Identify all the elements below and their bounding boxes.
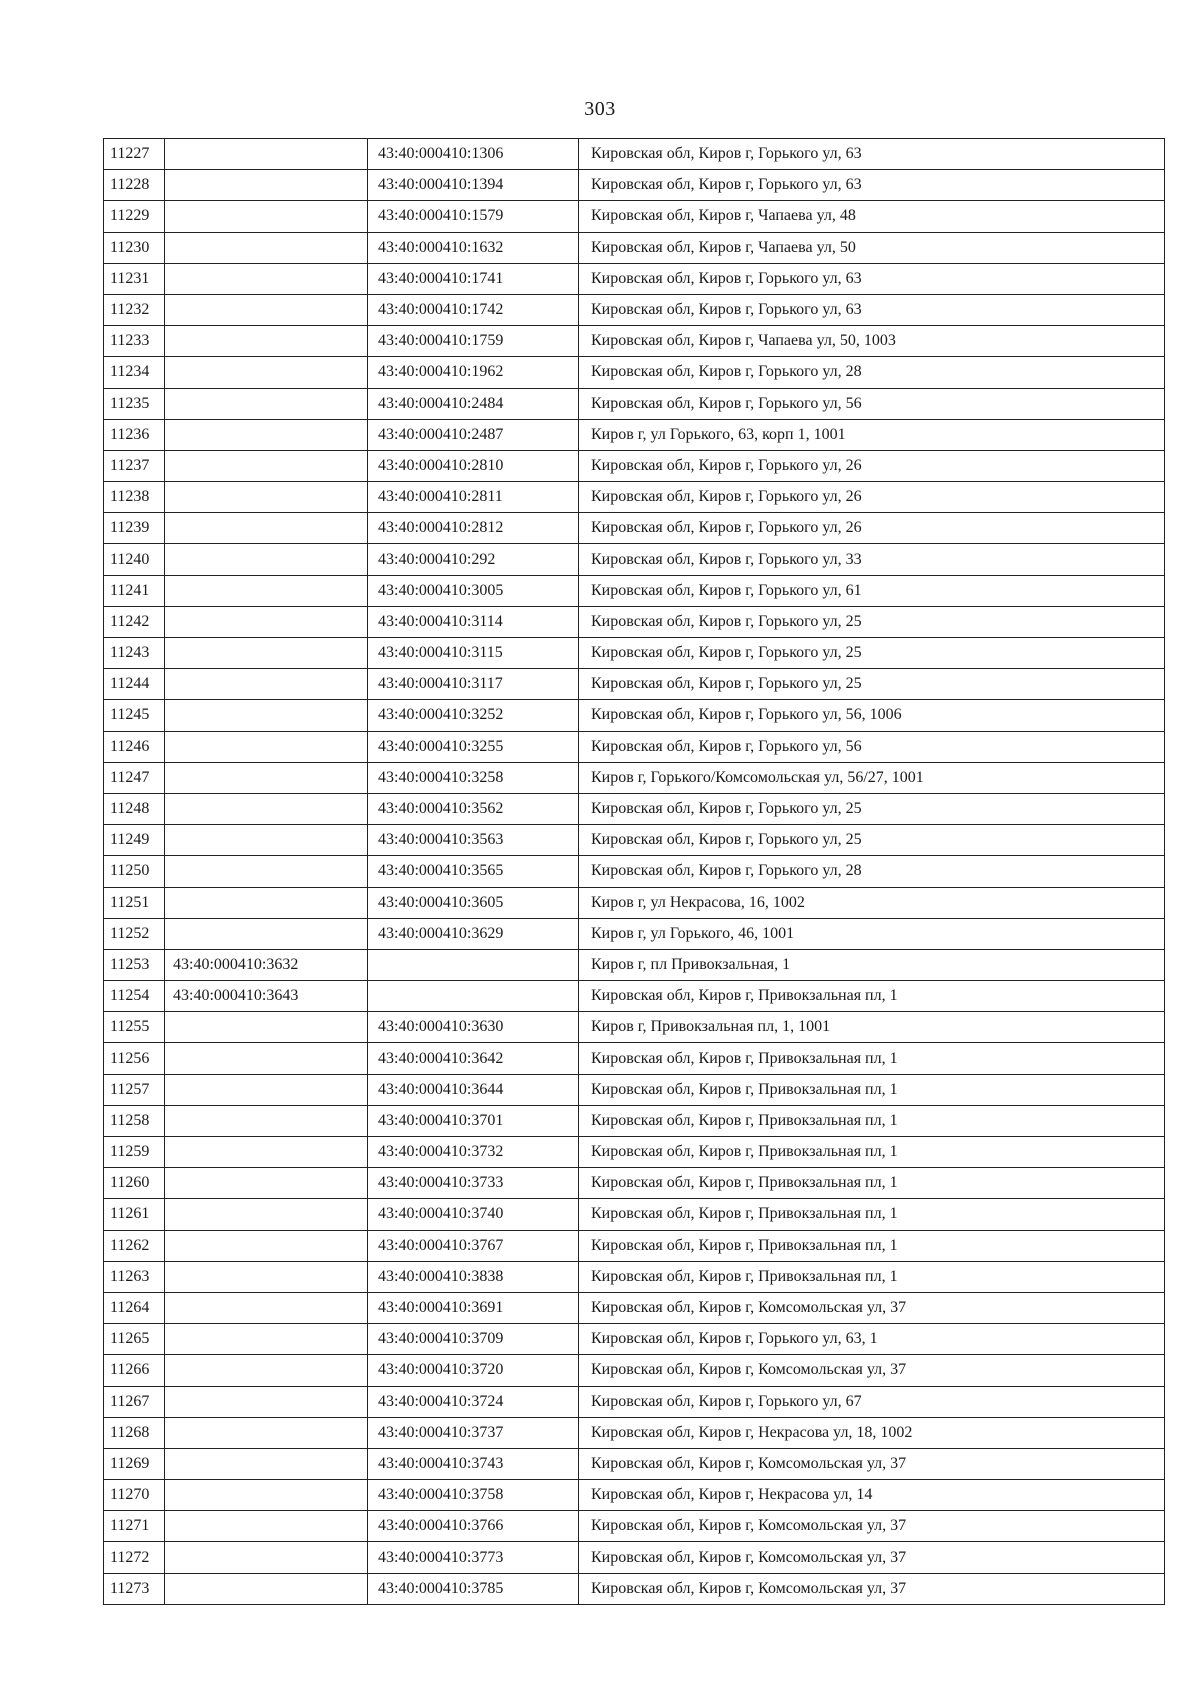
table-row (104, 201, 1165, 232)
table-row (104, 1261, 1165, 1292)
row-number-cell: 11259 (104, 1137, 165, 1168)
cadastral-number-cell (165, 326, 368, 357)
cadastral-number-cell (165, 1542, 368, 1573)
row-number-cell: 11234 (104, 357, 165, 388)
address-cell: Кировская обл, Киров г, Комсомольская ул, 37 (579, 1542, 1165, 1573)
related-cadastral-number-cell: 43:40:000410:2487 (368, 419, 579, 450)
table-row (104, 825, 1165, 856)
related-cadastral-number-cell: 43:40:000410:3605 (368, 887, 579, 918)
cadastral-number-cell (165, 887, 368, 918)
table-row (104, 981, 1165, 1012)
row-number-cell: 11241 (104, 575, 165, 606)
table-row (104, 263, 1165, 294)
row-number-cell: 11260 (104, 1168, 165, 1199)
row-number-cell: 11273 (104, 1573, 165, 1604)
address-cell: Кировская обл, Киров г, Горького ул, 26 (579, 482, 1165, 513)
address-cell: Кировская обл, Киров г, Комсомольская ул, 37 (579, 1573, 1165, 1604)
row-number-cell: 11227 (104, 139, 165, 170)
cadastral-number-cell (165, 388, 368, 419)
cadastral-number-cell (165, 232, 368, 263)
row-number-cell: 11263 (104, 1261, 165, 1292)
table-row (104, 326, 1165, 357)
row-number-cell: 11272 (104, 1542, 165, 1573)
cadastral-number-cell (165, 918, 368, 949)
related-cadastral-number-cell: 43:40:000410:3737 (368, 1417, 579, 1448)
related-cadastral-number-cell: 43:40:000410:3115 (368, 638, 579, 669)
cadastral-number-cell (165, 1292, 368, 1323)
related-cadastral-number-cell: 43:40:000410:3766 (368, 1511, 579, 1542)
cadastral-number-cell (165, 669, 368, 700)
cadastral-number-cell (165, 793, 368, 824)
address-cell: Кировская обл, Киров г, Горького ул, 63 (579, 139, 1165, 170)
row-number-cell: 11247 (104, 762, 165, 793)
row-number-cell: 11229 (104, 201, 165, 232)
cadastral-number-cell (165, 294, 368, 325)
address-cell: Кировская обл, Киров г, Привокзальная пл, 1 (579, 1261, 1165, 1292)
address-cell: Кировская обл, Киров г, Привокзальная пл, 1 (579, 1043, 1165, 1074)
table-row (104, 793, 1165, 824)
cadastral-number-cell (165, 1448, 368, 1479)
cadastral-number-cell (165, 1324, 368, 1355)
table-row (104, 606, 1165, 637)
address-cell: Кировская обл, Киров г, Горького ул, 26 (579, 450, 1165, 481)
related-cadastral-number-cell: 43:40:000410:3258 (368, 762, 579, 793)
table-row (104, 232, 1165, 263)
related-cadastral-number-cell: 43:40:000410:3724 (368, 1386, 579, 1417)
address-cell: Кировская обл, Киров г, Горького ул, 56, 1006 (579, 700, 1165, 731)
table-row (104, 1074, 1165, 1105)
row-number-cell: 11261 (104, 1199, 165, 1230)
address-cell: Кировская обл, Киров г, Привокзальная пл, 1 (579, 1074, 1165, 1105)
table-row (104, 294, 1165, 325)
cadastral-number-cell (165, 1105, 368, 1136)
row-number-cell: 11250 (104, 856, 165, 887)
related-cadastral-number-cell: 43:40:000410:1759 (368, 326, 579, 357)
row-number-cell: 11255 (104, 1012, 165, 1043)
row-number-cell: 11268 (104, 1417, 165, 1448)
cadastral-number-cell (165, 263, 368, 294)
related-cadastral-number-cell: 43:40:000410:3733 (368, 1168, 579, 1199)
related-cadastral-number-cell: 43:40:000410:1742 (368, 294, 579, 325)
row-number-cell: 11246 (104, 731, 165, 762)
table-row (104, 949, 1165, 980)
cadastral-number-cell (165, 825, 368, 856)
address-cell: Кировская обл, Киров г, Привокзальная пл, 1 (579, 1230, 1165, 1261)
address-cell: Киров г, ул Горького, 46, 1001 (579, 918, 1165, 949)
cadastral-number-cell (165, 638, 368, 669)
row-number-cell: 11266 (104, 1355, 165, 1386)
related-cadastral-number-cell: 43:40:000410:3720 (368, 1355, 579, 1386)
address-cell: Кировская обл, Киров г, Горького ул, 56 (579, 731, 1165, 762)
related-cadastral-number-cell: 43:40:000410:3773 (368, 1542, 579, 1573)
table-row (104, 139, 1165, 170)
related-cadastral-number-cell: 43:40:000410:3767 (368, 1230, 579, 1261)
row-number-cell: 11232 (104, 294, 165, 325)
cadastral-number-cell (165, 1480, 368, 1511)
cadastral-number-cell (165, 1012, 368, 1043)
table-row (104, 887, 1165, 918)
related-cadastral-number-cell: 43:40:000410:3005 (368, 575, 579, 606)
table-row (104, 731, 1165, 762)
related-cadastral-number-cell: 43:40:000410:3629 (368, 918, 579, 949)
related-cadastral-number-cell: 43:40:000410:3565 (368, 856, 579, 887)
cadastral-number-cell (165, 170, 368, 201)
row-number-cell: 11257 (104, 1074, 165, 1105)
cadastral-number-cell (165, 139, 368, 170)
table-row (104, 1199, 1165, 1230)
table-row (104, 482, 1165, 513)
table-row (104, 1355, 1165, 1386)
related-cadastral-number-cell: 43:40:000410:3740 (368, 1199, 579, 1230)
table-row (104, 388, 1165, 419)
row-number-cell: 11244 (104, 669, 165, 700)
cadastral-number-cell (165, 201, 368, 232)
address-cell: Кировская обл, Киров г, Чапаева ул, 48 (579, 201, 1165, 232)
related-cadastral-number-cell: 43:40:000410:2811 (368, 482, 579, 513)
address-cell: Киров г, пл Привокзальная, 1 (579, 949, 1165, 980)
address-cell: Кировская обл, Киров г, Комсомольская ул, 37 (579, 1448, 1165, 1479)
cadastral-number-cell (165, 1137, 368, 1168)
table-row (104, 1043, 1165, 1074)
address-cell: Кировская обл, Киров г, Горького ул, 63 (579, 170, 1165, 201)
related-cadastral-number-cell: 43:40:000410:3255 (368, 731, 579, 762)
table-row (104, 1012, 1165, 1043)
table-row (104, 544, 1165, 575)
row-number-cell: 11271 (104, 1511, 165, 1542)
address-cell: Кировская обл, Киров г, Горького ул, 63 (579, 294, 1165, 325)
row-number-cell: 11230 (104, 232, 165, 263)
row-number-cell: 11256 (104, 1043, 165, 1074)
page-number: 303 (584, 98, 616, 120)
related-cadastral-number-cell: 43:40:000410:3563 (368, 825, 579, 856)
cadastral-number-cell (165, 357, 368, 388)
table-row (104, 1448, 1165, 1479)
row-number-cell: 11233 (104, 326, 165, 357)
related-cadastral-number-cell: 43:40:000410:2484 (368, 388, 579, 419)
cadastral-number-cell (165, 544, 368, 575)
table-row (104, 1386, 1165, 1417)
cadastral-number-cell (165, 1074, 368, 1105)
address-cell: Киров г, Горького/Комсомольская ул, 56/27, 1001 (579, 762, 1165, 793)
related-cadastral-number-cell: 43:40:000410:1632 (368, 232, 579, 263)
related-cadastral-number-cell: 43:40:000410:3701 (368, 1105, 579, 1136)
table-row (104, 1292, 1165, 1323)
cadastral-number-cell: 43:40:000410:3643 (165, 981, 368, 1012)
address-cell: Кировская обл, Киров г, Комсомольская ул, 37 (579, 1355, 1165, 1386)
cadastral-number-cell: 43:40:000410:3632 (165, 949, 368, 980)
cadastral-number-cell (165, 731, 368, 762)
table-row (104, 170, 1165, 201)
cadastral-number-cell (165, 1511, 368, 1542)
address-cell: Кировская обл, Киров г, Некрасова ул, 14 (579, 1480, 1165, 1511)
related-cadastral-number-cell: 43:40:000410:2812 (368, 513, 579, 544)
address-cell: Кировская обл, Киров г, Привокзальная пл, 1 (579, 981, 1165, 1012)
related-cadastral-number-cell (368, 981, 579, 1012)
address-cell: Кировская обл, Киров г, Горького ул, 61 (579, 575, 1165, 606)
related-cadastral-number-cell: 43:40:000410:3785 (368, 1573, 579, 1604)
related-cadastral-number-cell: 43:40:000410:3691 (368, 1292, 579, 1323)
address-cell: Кировская обл, Киров г, Горького ул, 25 (579, 638, 1165, 669)
related-cadastral-number-cell: 43:40:000410:1394 (368, 170, 579, 201)
row-number-cell: 11243 (104, 638, 165, 669)
row-number-cell: 11262 (104, 1230, 165, 1261)
address-cell: Киров г, Привокзальная пл, 1, 1001 (579, 1012, 1165, 1043)
row-number-cell: 11267 (104, 1386, 165, 1417)
table-row (104, 1168, 1165, 1199)
row-number-cell: 11231 (104, 263, 165, 294)
cadastral-number-cell (165, 1386, 368, 1417)
related-cadastral-number-cell: 43:40:000410:3732 (368, 1137, 579, 1168)
cadastral-number-cell (165, 1199, 368, 1230)
related-cadastral-number-cell: 43:40:000410:3743 (368, 1448, 579, 1479)
table-row (104, 1542, 1165, 1573)
related-cadastral-number-cell: 43:40:000410:1306 (368, 139, 579, 170)
address-cell: Кировская обл, Киров г, Привокзальная пл, 1 (579, 1168, 1165, 1199)
row-number-cell: 11269 (104, 1448, 165, 1479)
cadastral-number-cell (165, 1043, 368, 1074)
table-row (104, 638, 1165, 669)
address-cell: Кировская обл, Киров г, Комсомольская ул, 37 (579, 1511, 1165, 1542)
registry-table (103, 138, 1165, 1605)
table-row (104, 1480, 1165, 1511)
address-cell: Кировская обл, Киров г, Горького ул, 26 (579, 513, 1165, 544)
related-cadastral-number-cell: 43:40:000410:3709 (368, 1324, 579, 1355)
address-cell: Кировская обл, Киров г, Горького ул, 25 (579, 825, 1165, 856)
table-row (104, 762, 1165, 793)
related-cadastral-number-cell (368, 949, 579, 980)
table-row (104, 1417, 1165, 1448)
table-row (104, 419, 1165, 450)
row-number-cell: 11236 (104, 419, 165, 450)
cadastral-number-cell (165, 1261, 368, 1292)
table-row (104, 357, 1165, 388)
table-body (104, 139, 1165, 1605)
row-number-cell: 11251 (104, 887, 165, 918)
related-cadastral-number-cell: 43:40:000410:3117 (368, 669, 579, 700)
row-number-cell: 11245 (104, 700, 165, 731)
row-number-cell: 11265 (104, 1324, 165, 1355)
related-cadastral-number-cell: 43:40:000410:1741 (368, 263, 579, 294)
address-cell: Кировская обл, Киров г, Привокзальная пл, 1 (579, 1199, 1165, 1230)
address-cell: Кировская обл, Киров г, Привокзальная пл, 1 (579, 1105, 1165, 1136)
table-row (104, 856, 1165, 887)
related-cadastral-number-cell: 43:40:000410:3642 (368, 1043, 579, 1074)
cadastral-number-cell (165, 1168, 368, 1199)
address-cell: Кировская обл, Киров г, Комсомольская ул, 37 (579, 1292, 1165, 1323)
table-row (104, 575, 1165, 606)
cadastral-number-cell (165, 1573, 368, 1604)
related-cadastral-number-cell: 43:40:000410:1579 (368, 201, 579, 232)
cadastral-number-cell (165, 575, 368, 606)
address-cell: Киров г, ул Некрасова, 16, 1002 (579, 887, 1165, 918)
row-number-cell: 11258 (104, 1105, 165, 1136)
address-cell: Кировская обл, Киров г, Горького ул, 63 (579, 263, 1165, 294)
related-cadastral-number-cell: 43:40:000410:3838 (368, 1261, 579, 1292)
address-cell: Кировская обл, Киров г, Некрасова ул, 18, 1002 (579, 1417, 1165, 1448)
table-row (104, 1105, 1165, 1136)
row-number-cell: 11264 (104, 1292, 165, 1323)
cadastral-number-cell (165, 513, 368, 544)
table-row (104, 1324, 1165, 1355)
address-cell: Кировская обл, Киров г, Чапаева ул, 50, 1003 (579, 326, 1165, 357)
table-row (104, 1511, 1165, 1542)
address-cell: Кировская обл, Киров г, Горького ул, 33 (579, 544, 1165, 575)
row-number-cell: 11239 (104, 513, 165, 544)
cadastral-number-cell (165, 606, 368, 637)
row-number-cell: 11238 (104, 482, 165, 513)
address-cell: Кировская обл, Киров г, Горького ул, 28 (579, 357, 1165, 388)
cadastral-number-cell (165, 482, 368, 513)
related-cadastral-number-cell: 43:40:000410:3562 (368, 793, 579, 824)
related-cadastral-number-cell: 43:40:000410:3630 (368, 1012, 579, 1043)
row-number-cell: 11252 (104, 918, 165, 949)
cadastral-number-cell (165, 762, 368, 793)
cadastral-number-cell (165, 450, 368, 481)
row-number-cell: 11254 (104, 981, 165, 1012)
table-row (104, 1230, 1165, 1261)
address-cell: Кировская обл, Киров г, Горького ул, 67 (579, 1386, 1165, 1417)
related-cadastral-number-cell: 43:40:000410:1962 (368, 357, 579, 388)
table-row (104, 1573, 1165, 1604)
address-cell: Кировская обл, Киров г, Горького ул, 63, 1 (579, 1324, 1165, 1355)
address-cell: Кировская обл, Киров г, Горького ул, 25 (579, 669, 1165, 700)
related-cadastral-number-cell: 43:40:000410:292 (368, 544, 579, 575)
address-cell: Кировская обл, Киров г, Горького ул, 56 (579, 388, 1165, 419)
related-cadastral-number-cell: 43:40:000410:3644 (368, 1074, 579, 1105)
table-row (104, 918, 1165, 949)
row-number-cell: 11228 (104, 170, 165, 201)
row-number-cell: 11253 (104, 949, 165, 980)
related-cadastral-number-cell: 43:40:000410:2810 (368, 450, 579, 481)
cadastral-number-cell (165, 1230, 368, 1261)
table-row (104, 669, 1165, 700)
cadastral-number-cell (165, 856, 368, 887)
row-number-cell: 11240 (104, 544, 165, 575)
row-number-cell: 11249 (104, 825, 165, 856)
table-row (104, 700, 1165, 731)
table-row (104, 450, 1165, 481)
address-cell: Кировская обл, Киров г, Привокзальная пл, 1 (579, 1137, 1165, 1168)
row-number-cell: 11270 (104, 1480, 165, 1511)
address-cell: Кировская обл, Киров г, Горького ул, 25 (579, 606, 1165, 637)
table-row (104, 1137, 1165, 1168)
row-number-cell: 11242 (104, 606, 165, 637)
related-cadastral-number-cell: 43:40:000410:3114 (368, 606, 579, 637)
related-cadastral-number-cell: 43:40:000410:3758 (368, 1480, 579, 1511)
related-cadastral-number-cell: 43:40:000410:3252 (368, 700, 579, 731)
address-cell: Кировская обл, Киров г, Горького ул, 28 (579, 856, 1165, 887)
address-cell: Кировская обл, Киров г, Чапаева ул, 50 (579, 232, 1165, 263)
row-number-cell: 11248 (104, 793, 165, 824)
cadastral-number-cell (165, 419, 368, 450)
address-cell: Кировская обл, Киров г, Горького ул, 25 (579, 793, 1165, 824)
cadastral-number-cell (165, 1355, 368, 1386)
row-number-cell: 11235 (104, 388, 165, 419)
cadastral-number-cell (165, 1417, 368, 1448)
row-number-cell: 11237 (104, 450, 165, 481)
cadastral-number-cell (165, 700, 368, 731)
table-row (104, 513, 1165, 544)
address-cell: Киров г, ул Горького, 63, корп 1, 1001 (579, 419, 1165, 450)
